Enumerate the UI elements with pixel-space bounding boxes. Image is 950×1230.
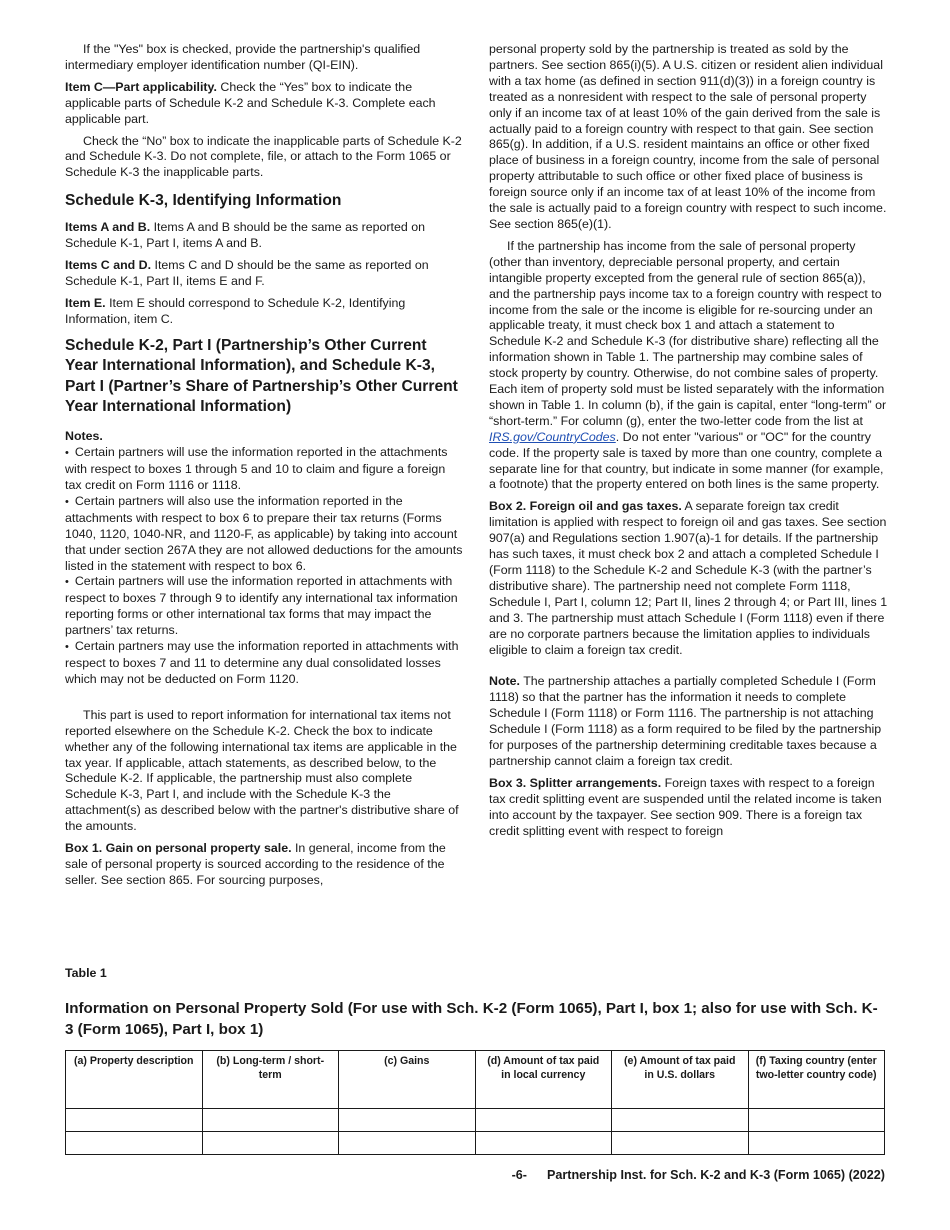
items-ab-lead: Items A and B. [65,220,151,235]
table-cell[interactable] [202,1132,339,1155]
right-column [489,42,888,846]
table-title: Information on Personal Property Sold (For use with Sch. K-2 (Form 1065), Part I, box 1; also for use with Sch. K-3 (Form 1065), Part I, box 1) [65,1000,878,1038]
notes-list [65,445,463,688]
box3-paragraph [489,776,888,840]
k3-identifying-heading: Schedule K-3, Identifying Information [65,192,342,210]
box1-lead: Box 1. Gain on personal property sale. [65,841,292,856]
personal-property-table [65,1050,885,1155]
note-lead: Note. [489,674,520,689]
table-cell[interactable] [475,1132,612,1155]
footer-title: Partnership Inst. for Sch. K-2 and K-3 (Form 1065) (2022) [546,1168,885,1182]
items-cd-paragraph [65,258,463,290]
column-header-long-short-term: (b) Long-term / short-term [202,1051,339,1109]
item-c-paragraph [65,80,463,128]
bullet-icon: • [65,447,69,460]
box2-lead: Box 2. Foreign oil and gas taxes. [489,499,682,514]
table-cell[interactable] [66,1132,203,1155]
qi-ein-paragraph: If the "Yes" box is checked, provide the partnership's qualified intermediary employer identification number (QI-EIN). [65,42,421,72]
table-cell[interactable] [475,1109,612,1132]
box1-paragraph [65,841,463,889]
bullet-icon: • [65,641,69,654]
column-header-taxing-country: (f) Taxing country (enter two-letter country code) [748,1051,885,1109]
bullet-icon: • [65,576,69,589]
part-description-paragraph: This part is used to report information for international tax items not reported elsewhere on the Schedule K-2. Check the box to indicate whether any of the following international tax items are applicable in the tax year. If applicable, attach statements, as described below, to the Schedule K-2. If applicable, the partnership must also complete Schedule K-3, Part I, and include with the Schedule K-3 the attachment(s) as described below with the partner's distributive share of the amounts. [65,707,459,834]
items-ab-text: Items A and B should be the same as reported on Schedule K-1, Part I, items A and B. [65,220,425,251]
left-column [65,42,463,895]
table1-instructions-paragraph [489,239,888,494]
notes-title: Notes. [65,429,103,444]
note-text: Certain partners will use the information reported in attachments with respect to boxes 7 through 9 to identify any international tax information reporting forms or other international tax forms that may impact the partners’ tax returns. [65,574,458,638]
table-header-row [66,1051,885,1109]
column-header-tax-local-currency: (d) Amount of tax paid in local currency [475,1051,612,1109]
country-codes-link[interactable]: IRS.gov/CountryCodes [489,429,616,444]
table-cell[interactable] [66,1109,203,1132]
note-text: Certain partners will use the information reported in the attachments with respect to boxes 1 through 5 and 10 to claim and figure a foreign tax credit on Form 1116 or 1118. [65,445,448,493]
bullet-icon: • [65,495,69,508]
box1-text: In general, income from the sale of personal property is sourced according to the residence of the seller. See section 865. For sourcing purposes, [65,841,446,887]
items-cd-lead: Items C and D. [65,258,152,273]
items-ab-paragraph [65,220,463,252]
list-item [65,445,463,494]
item-e-paragraph [65,296,463,328]
page-number: -6- [511,1168,527,1182]
item-c-text: Check the “Yes” box to indicate the applicable parts of Schedule K-2 and Schedule K-3. Complete each applicable part. [65,79,436,126]
list-item [65,494,463,575]
column-header-gains: (c) Gains [339,1051,476,1109]
table-cell[interactable] [612,1109,749,1132]
table-cell[interactable] [339,1132,476,1155]
box3-text: Foreign taxes with respect to a foreign tax credit splitting event are suspended until the related income is taken into account by the taxpayer. See section 909. There is a foreign tax credit splitting event with respect to foreign [489,775,882,838]
no-box-paragraph: Check the “No” box to indicate the inapplicable parts of Schedule K-2 and Schedule K-3. Do not complete, file, or attach to the Form 1065 or Schedule K-3 the inapplicable parts. [65,133,462,180]
part1-heading: Schedule K-2, Part I (Partnership’s Other Current Year International Information), and Schedule K-3, Part I (Partner’s Share of Partnership’s Other Current Year International Information) [65,336,458,415]
column-header-tax-usd: (e) Amount of tax paid in U.S. dollars [612,1051,749,1109]
table1-instructions-tail: . Do not enter "various" or "OC" for the country code. If the property sale is taxed by more than one country, complete a separate line for that country, but indicate in some manner (for example, a footnote) that the property entered on both lines is the same property. [489,429,884,492]
item-e-lead: Item E. [65,295,106,310]
item-e-text: Item E should correspond to Schedule K-2, Identifying Information, item C. [65,295,406,326]
note-text: Certain partners may use the information reported in attachments with respect to boxes 7 and 11 to determine any dual consolidated losses which may not be deducted on Form 1120. [65,639,459,686]
sourcing-paragraph: personal property sold by the partnership is treated as sold by the partners. See section 865(i)(5). A U.S. citizen or resident alien individual with a tax home (as defined in section 911(d)(3)) in a foreign country is treated as a nonresident with respect to the sale of personal property only if an income tax of at least 10% of the gain derived from the sale is actually paid to a foreign country with respect to that gain. See section 865(g). In addition, if a U.S. resident maintains an office or other fixed place of business in a foreign country, income from the sale of personal property attributable to such office or other fixed place of business is foreign source only if an income tax of at least 10% of the income from the sale is actually paid to a foreign country with respect to such income. See section 865(e)(1). [489,42,887,231]
note-text: The partnership attaches a partially completed Schedule I (Form 1118) so that the partner has the information it needs to complete Schedule I (Form 1118) or Form 1116. The partnership is not attaching Schedule I (Form 1118) as a form required to be filed by the partnership for purposes of the partnership determining creditable taxes because a partnership cannot claim a foreign tax credit. [489,674,882,768]
box2-text: A separate foreign tax credit limitation is applied with respect to foreign oil and gas taxes. See section 907(a) and Regulations section 1.907(a)-1 for details. If the partnership has such taxes, it must check box 2 and attach a completed Schedule I (Form 1118) to the Schedule K-2 and Schedule K-3 (with the partner’s distributive share). The partnership need not complete Form 1118, Schedule I, Part I, column 12; Part II, lines 2 through 4; or Part III, lines 1 and 3. The partnership must attach Schedule I (Form 1118) even if there are no corporate partners because the limitation applies to individuals eligible to claim a foreign tax credit. [489,499,888,657]
note-text: Certain partners will also use the information reported in the attachments with respect to box 6 to prepare their tax returns (Forms 1040, 1120, 1040-NR, and 1120-F, as applicable) by taking into account that under section 267A they are not allowed deductions for the amounts listed in the statement with respect to box 6. [65,493,463,573]
box2-paragraph [489,499,888,658]
table-cell[interactable] [748,1109,885,1132]
list-item [65,574,463,639]
table-cell[interactable] [339,1109,476,1132]
table-caption: Table 1 [65,966,107,980]
box3-lead: Box 3. Splitter arrangements. [489,775,662,790]
items-cd-text: Items C and D should be the same as reported on Schedule K-1, Part II, items E and F. [65,258,429,288]
list-item [65,639,463,688]
table-cell[interactable] [202,1109,339,1132]
table-row [66,1109,885,1132]
table-cell[interactable] [612,1132,749,1155]
column-header-property-description: (a) Property description [66,1051,203,1109]
note-paragraph [489,674,888,769]
item-c-lead: Item C—Part applicability. [65,79,217,94]
table-cell[interactable] [748,1132,885,1155]
table-row [66,1132,885,1155]
page-footer [0,1168,885,1182]
table1-instructions-text: If the partnership has income from the sale of personal property (other than inventory, depreciable personal property, and certain intangible property excepted from the general rule of section 865(a)), and the partnership pays income tax to a foreign country with respect to income from the sale or the income is eligible for re-sourcing under an applicable treaty, it must check box 1 and attach a statement to Schedule K-2 and Schedule K-3 (for distributive share) reflecting all the information shown in Table 1. The partnership may combine sales of stock property by country. Otherwise, do not combine sales of property. Each item of property sold must be listed separately with the information shown in Table 1. In column (b), if the gain is capital, enter “long-term” or “short-term.” For column (g), enter the two-letter code from the list at [489,238,887,428]
